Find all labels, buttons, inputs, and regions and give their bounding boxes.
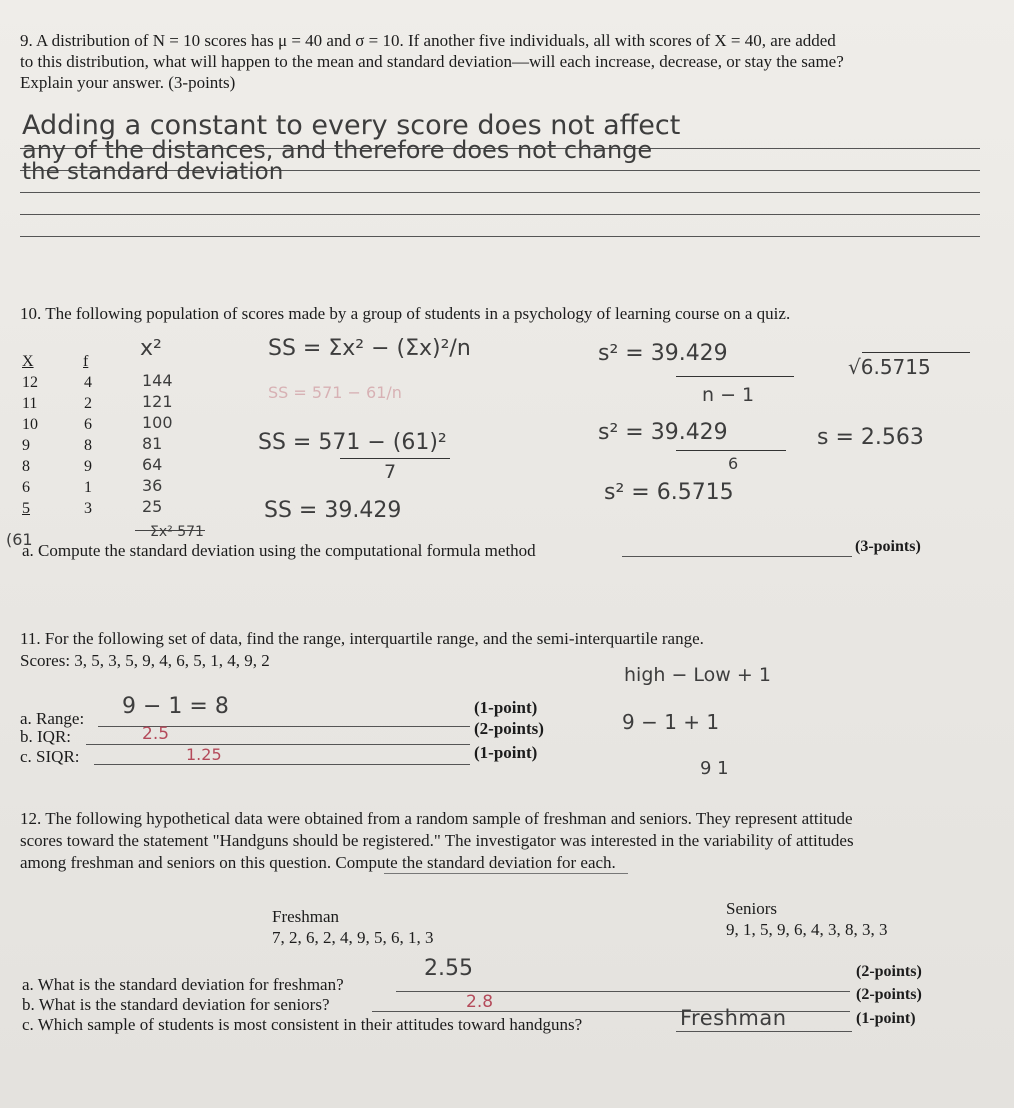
- iqr-points: (2-points): [474, 719, 544, 738]
- f-value: 6: [84, 416, 92, 433]
- q12-part-a: a. What is the standard deviation for freshman?: [22, 975, 344, 994]
- q11-line1: 11. For the following set of data, find the range, interquartile range, and the semi-interquartile range.: [20, 629, 704, 648]
- x-value: 5: [22, 500, 30, 517]
- q9-line3: Explain your answer. (3-points): [20, 73, 236, 92]
- q9-answer-line3: the standard deviation: [22, 159, 284, 185]
- f-column: [84, 372, 92, 519]
- q11-note-result: 9 1: [700, 758, 729, 779]
- q12-line1: 12. The following hypothetical data were obtained from a random sample of freshman and seniors. They represent attitude: [20, 809, 853, 828]
- x-value: 10: [22, 416, 38, 433]
- range-label: a. Range:: [20, 709, 85, 728]
- sum-x2: Σx² 571: [150, 524, 204, 540]
- x-column: [22, 372, 38, 519]
- ss-crossed: SS = 571 − 61/n: [268, 383, 402, 402]
- x-value: 9: [22, 437, 30, 454]
- q10-part-a: a. Compute the standard deviation using the computational formula method: [22, 541, 536, 560]
- f-value: 2: [84, 395, 92, 412]
- x2-value: 121: [142, 392, 173, 411]
- var-formula-num: s² = 39.429: [598, 341, 728, 366]
- q12-part-a-points: (2-points): [856, 963, 922, 980]
- siqr-label: c. SIQR:: [20, 747, 80, 766]
- q9-line2: to this distribution, what will happen to the mean and standard deviation—will each increase, decrease, or stay the same?: [20, 52, 844, 71]
- ss-result: SS = 39.429: [264, 498, 402, 523]
- q10-part-a-points: (3-points): [855, 538, 921, 555]
- seniors-scores: 9, 1, 5, 9, 6, 4, 3, 8, 3, 3: [726, 920, 888, 939]
- iqr-label: b. IQR:: [20, 727, 71, 746]
- var-step-num: s² = 39.429: [598, 420, 728, 445]
- freshman-scores: 7, 2, 6, 2, 4, 9, 5, 6, 1, 3: [272, 928, 434, 947]
- f-value: 1: [84, 479, 92, 496]
- col-x-header: X: [22, 353, 34, 370]
- siqr-points: (1-point): [474, 743, 538, 762]
- iqr-answer: 2.5: [142, 724, 170, 744]
- q12-part-b-points: (2-points): [856, 986, 922, 1003]
- q12-part-c-answer: Freshman: [680, 1006, 787, 1030]
- f-value: 9: [84, 458, 92, 475]
- q12-line2: scores toward the statement "Handguns should be registered." The investigator was interested in the variability of attitudes: [20, 831, 854, 850]
- sum-x: (61: [6, 530, 33, 549]
- var-result: s² = 6.5715: [604, 480, 734, 505]
- x2-value: 81: [142, 434, 163, 453]
- q12-part-a-answer: 2.55: [424, 956, 473, 981]
- ss-denominator: 7: [384, 461, 397, 483]
- x2-value: 25: [142, 497, 163, 516]
- q10-prompt: 10. The following population of scores made by a group of students in a psychology of learning course on a quiz.: [20, 304, 791, 323]
- sd-result: s = 2.563: [817, 425, 924, 450]
- q11-note-formula: high − Low + 1: [624, 664, 771, 686]
- var-formula-den: n − 1: [702, 384, 755, 406]
- var-step-den: 6: [728, 454, 739, 473]
- seniors-label: Seniors: [726, 899, 777, 918]
- x2-value: 64: [142, 455, 163, 474]
- ss-formula: SS = Σx² − (Σx)²/n: [268, 336, 471, 361]
- q11-scores-row: [20, 650, 270, 671]
- q9-answer-line2: any of the distances, and therefore does not change: [22, 136, 653, 164]
- q12-part-c: c. Which sample of students is most consistent in their attitudes toward handguns?: [22, 1015, 583, 1034]
- x2-value: 36: [142, 476, 163, 495]
- scores-label: Scores:: [20, 651, 71, 670]
- x-value: 6: [22, 479, 30, 496]
- col-f-header: f: [83, 353, 89, 370]
- freshman-label: Freshman: [272, 907, 340, 926]
- sqrt-value: √6.5715: [848, 355, 931, 379]
- x2-value: 100: [142, 413, 173, 432]
- x2-column: [142, 370, 173, 517]
- ss-step: SS = 571 − (61)²: [258, 430, 447, 455]
- q12-part-b-answer: 2.8: [466, 992, 494, 1012]
- f-value: 8: [84, 437, 92, 454]
- q9-answer-line1: Adding a constant to every score does not affect: [22, 110, 681, 141]
- x2-value: 144: [142, 371, 173, 390]
- q12-part-c-points: (1-point): [856, 1010, 916, 1027]
- siqr-answer: 1.25: [186, 745, 222, 764]
- f-value: 3: [84, 500, 92, 517]
- x-value: 12: [22, 374, 38, 391]
- x-value: 8: [22, 458, 30, 475]
- range-answer: 9 − 1 = 8: [122, 694, 229, 719]
- range-points: (1-point): [474, 698, 538, 717]
- q12-part-b: b. What is the standard deviation for seniors?: [22, 995, 330, 1014]
- x2-header: x²: [140, 336, 162, 361]
- f-value: 4: [84, 374, 92, 391]
- q9-line1: 9. A distribution of N = 10 scores has μ = 40 and σ = 10. If another five individuals, all with scores of X = 40, are added: [20, 31, 836, 50]
- x-value: 11: [22, 395, 38, 412]
- scores-values: 3, 5, 3, 5, 9, 4, 6, 5, 1, 4, 9, 2: [74, 651, 270, 670]
- q11-note-step: 9 − 1 + 1: [622, 710, 720, 734]
- q12-line3: among freshman and seniors on this question. Compute the standard deviation for each.: [20, 853, 616, 872]
